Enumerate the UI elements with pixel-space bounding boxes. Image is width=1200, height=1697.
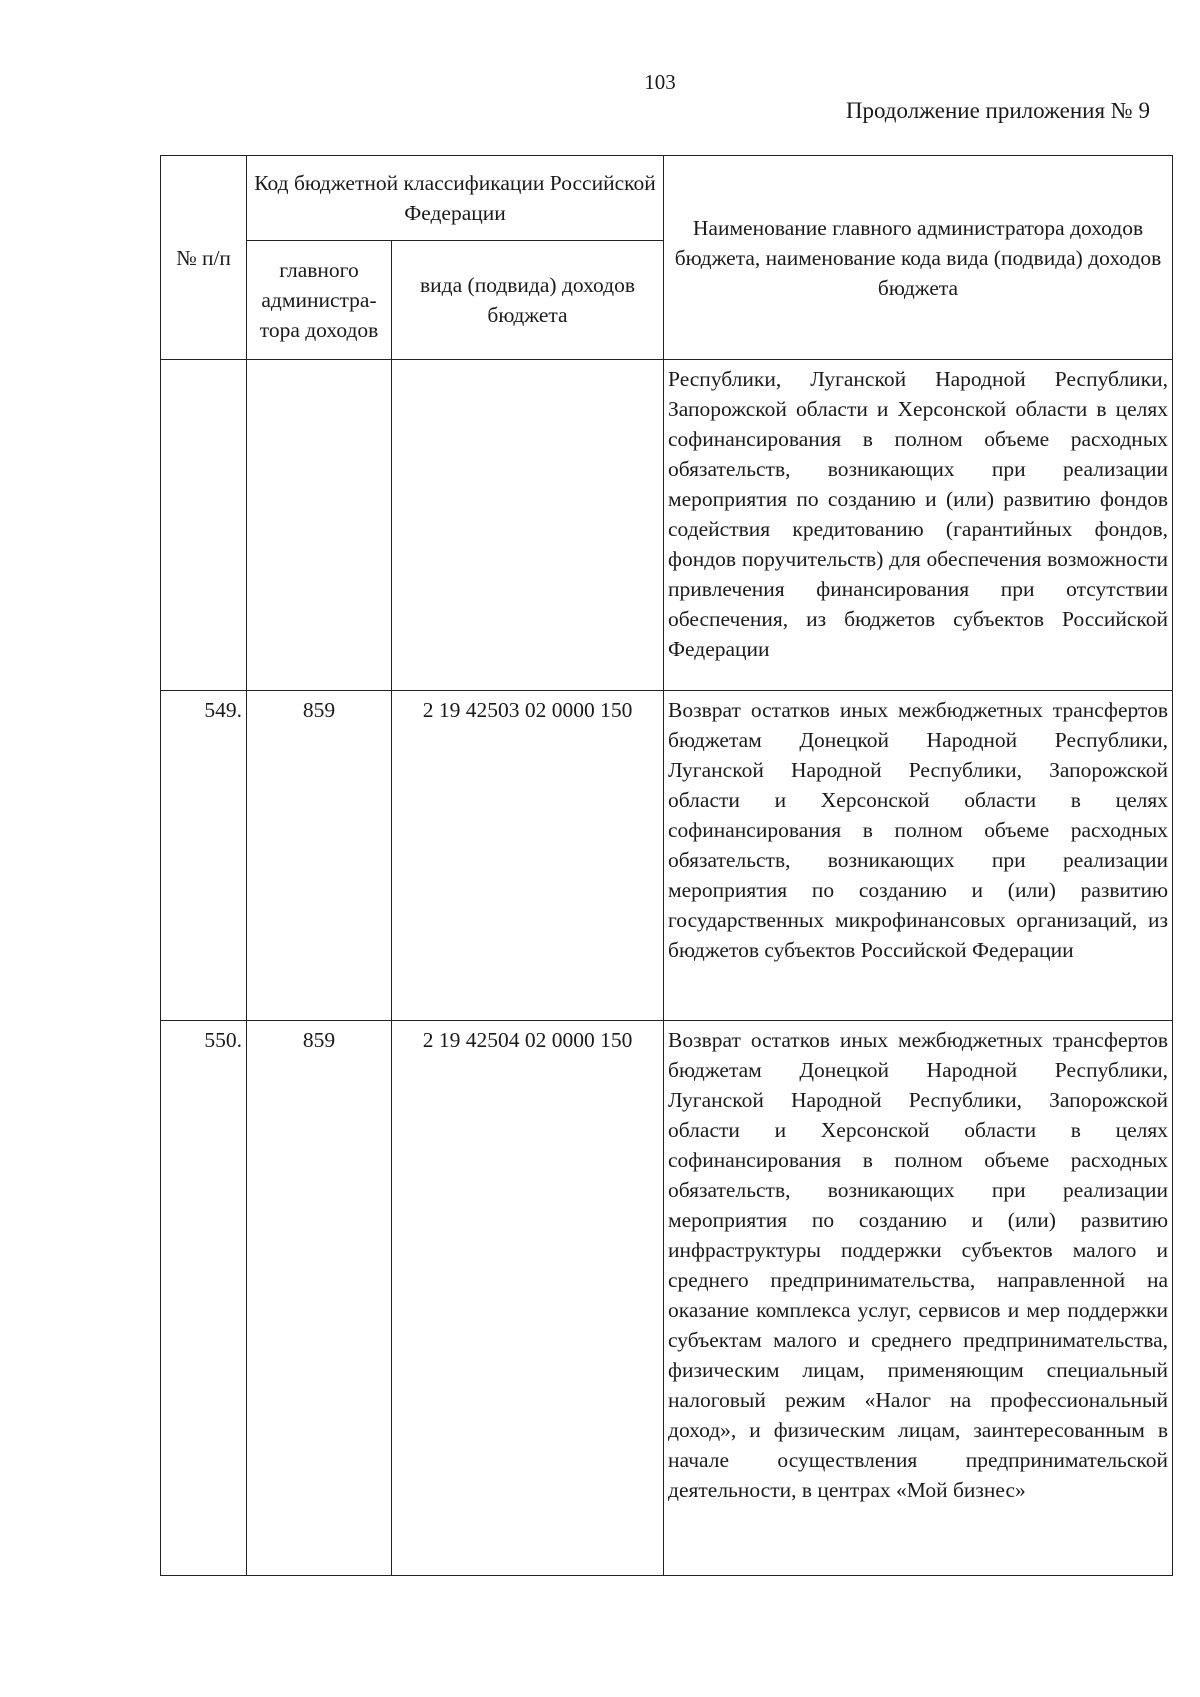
column-header-admin-code: главного администра-тора доходов (247, 241, 392, 360)
row-number: 549. (161, 691, 247, 1021)
column-header-name: Наименование главного администратора доходов бюджета, наименование кода вида (подвида) доходов бюджета (664, 156, 1173, 360)
column-header-classification-group: Код бюджетной классификации Российской Федерации (247, 156, 664, 241)
table-header-row (161, 156, 1173, 241)
row-admin-code (247, 360, 392, 691)
row-description-text: Возврат остатков иных межбюджетных трансфертов бюджетам Донецкой Народной Республики, Луганской Народной Республики, Запорожской области и Херсонской области в целях софинансирования в полном объеме расходных обязательств, возникающих при реализации мероприятия по созданию и (или) развитию государственных микрофинансовых организаций, из бюджетов субъектов Российской Федерации (668, 698, 1169, 962)
row-income-code (392, 360, 664, 691)
row-income-code: 2 19 42503 02 0000 150 (392, 691, 664, 1021)
column-header-number: № п/п (161, 156, 247, 360)
page-number: 103 (644, 70, 676, 94)
row-admin-code: 859 (247, 1021, 392, 1576)
row-admin-code: 859 (247, 691, 392, 1021)
row-number: 550. (161, 1021, 247, 1576)
budget-classification-table (160, 155, 1173, 1576)
row-description (664, 1021, 1173, 1576)
row-description-text: Республики, Луганской Народной Республики, Запорожской области и Херсонской области в целях софинансирования в полном объеме расходных обязательств, возникающих при реализации мероприятия по созданию и (или) развитию фондов содействия кредитованию (гарантийных фондов, фондов поручительств) для обеспечения возможности привлечения финансирования при отсутствии обеспечения, из бюджетов субъектов Российской Федерации (668, 367, 1169, 661)
row-description (664, 691, 1173, 1021)
table-row (161, 691, 1173, 1021)
row-income-code: 2 19 42504 02 0000 150 (392, 1021, 664, 1576)
row-number (161, 360, 247, 691)
appendix-continuation-label: Продолжение приложения № 9 (845, 98, 1150, 123)
row-description-text: Возврат остатков иных межбюджетных трансфертов бюджетам Донецкой Народной Республики, Луганской Народной Республики, Запорожской области и Херсонской области в целях софинансирования в полном объеме расходных обязательств, возникающих при реализации мероприятия по созданию и (или) развитию инфраструктуры поддержки субъектов малого и среднего предпринимательства, направленной на оказание комплекса услуг, сервисов и мер поддержки субъектам малого и среднего предпринимательства, физическим лицам, применяющим специальный налоговый режим «Налог на профессиональный доход», и физическим лицам, заинтересованным в начале осуществления предпринимательской деятельности, в центрах «Мой бизнес» (668, 1028, 1169, 1502)
column-header-income-kind-code: вида (подвида) доходов бюджета (392, 241, 664, 360)
table-row (161, 360, 1173, 691)
table-row (161, 1021, 1173, 1576)
row-description (664, 360, 1173, 691)
